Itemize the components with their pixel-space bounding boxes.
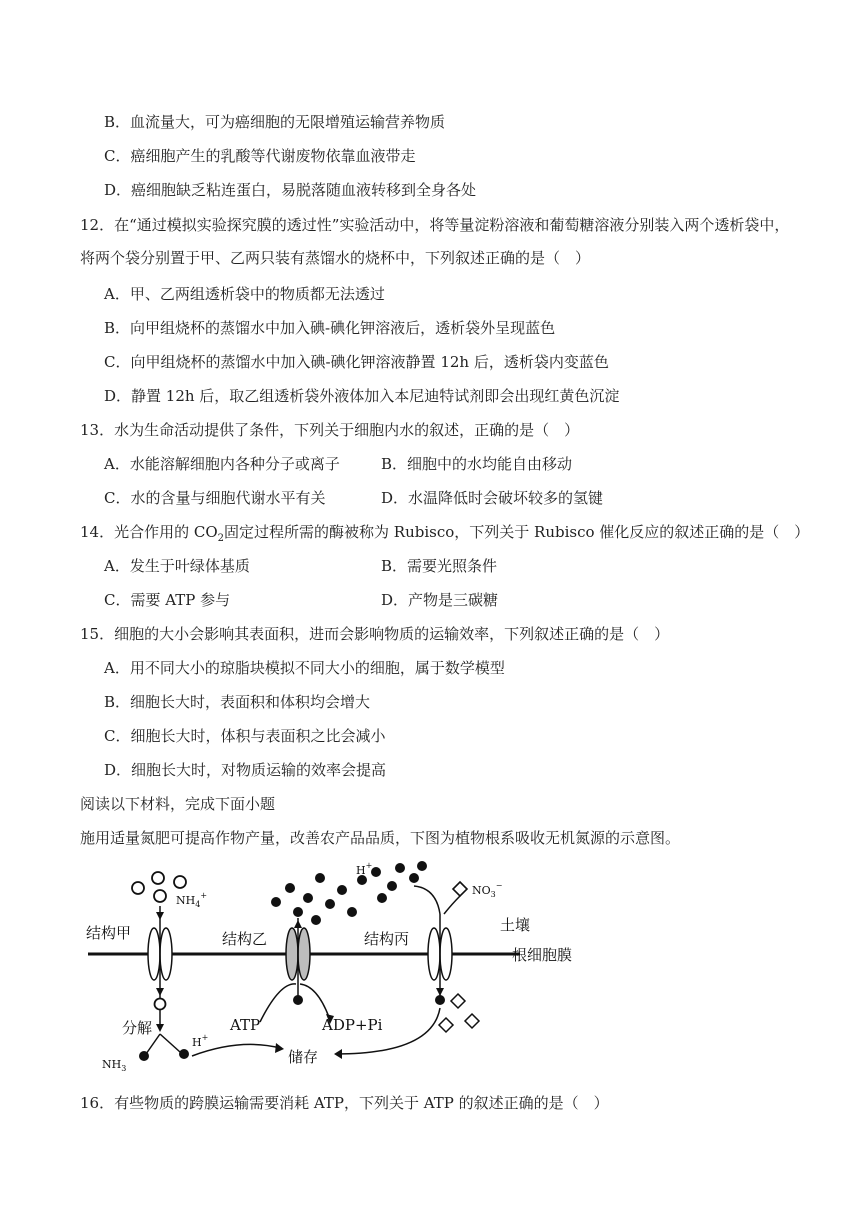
q12-option-d: D．静置 12h 后，取乙组透析袋外液体加入本尼迪特试剂即会出现红黄色沉淀 [104, 387, 620, 405]
q13-option-c: C．水的含量与细胞代谢水平有关 [104, 489, 326, 507]
q12-option-c: C．向甲组烧杯的蒸馏水中加入碘-碘化钾溶液静置 12h 后，透析袋内变蓝色 [104, 353, 609, 371]
q15-stem: 15．细胞的大小会影响其表面积，进而会影响物质的运输效率，下列叙述正确的是（ ） [80, 625, 670, 643]
q15-option-c: C．细胞长大时，体积与表面积之比会减小 [104, 727, 386, 745]
q15-option-b: B．细胞长大时，表面积和体积均会增大 [104, 693, 371, 711]
hplus-cloud [271, 861, 427, 925]
nh4-particle [132, 882, 144, 894]
no3-inside [465, 1014, 479, 1028]
hplus-inside [293, 995, 303, 1005]
nh4-particle [152, 872, 164, 884]
no3-inside [451, 994, 465, 1008]
q11-option-b: B．血流量大，可为癌细胞的无限增殖运输营养物质 [104, 113, 446, 131]
struct-a-label: 结构甲 [86, 924, 132, 942]
hplus-particle [179, 1049, 189, 1059]
q14-option-d: D．产物是三碳糖 [381, 591, 499, 609]
q16-stem: 16．有些物质的跨膜运输需要消耗 ATP，下列关于 ATP 的叙述正确的是（ ） [80, 1094, 609, 1112]
nh4-inside [155, 999, 166, 1010]
q13-stem: 13．水为生命活动提供了条件，下列关于细胞内水的叙述，正确的是（ ） [80, 421, 580, 439]
hplus-top-label: H+ [356, 861, 373, 877]
material-text: 施用适量氮肥可提高作物产量，改善农产品品质，下图为植物根系吸收无机氮源的示意图。 [80, 829, 681, 847]
nitrogen-uptake-diagram [80, 858, 600, 1080]
decompose-label: 分解 [122, 1019, 153, 1037]
q15-option-a: A．用不同大小的琼脂块模拟不同大小的细胞，属于数学模型 [104, 659, 505, 677]
struct-b-label: 结构乙 [222, 930, 268, 948]
q14-option-c: C．需要 ATP 参与 [104, 591, 231, 609]
nh4-particle [154, 890, 166, 902]
hplus-inside-c [435, 995, 445, 1005]
q12-stem-line1: 12．在“通过模拟实验探究膜的透过性”实验活动中，将等量淀粉溶液和葡萄糖溶液分别装入两个透析袋中， [80, 216, 790, 234]
no3-inside [439, 1018, 453, 1032]
storage-label: 储存 [288, 1048, 319, 1066]
q14-option-b: B．需要光照条件 [381, 557, 498, 575]
soil-label: 土壤 [500, 916, 531, 934]
nh3-particle [139, 1051, 149, 1061]
adp-label: ADP+Pi [322, 1016, 383, 1034]
atp-label: ATP [230, 1016, 261, 1034]
q14-stem: 14．光合作用的 $CO_2$固定过程所需的酶被称为 Rubisco，下列关于 Rubisco 催化反应的叙述正确的是（ ） [80, 523, 810, 544]
nh3-label: $NH_3$ [102, 1058, 127, 1073]
q11-option-d: D．癌细胞缺乏粘连蛋白，易脱落随血液转移到全身各处 [104, 181, 477, 199]
nh4-label: $NH_4^+$ [176, 891, 208, 909]
transporter-a [148, 906, 172, 1000]
q12-stem-line2: 将两个袋分别置于甲、乙两只装有蒸馏水的烧杯中，下列叙述正确的是（ ） [80, 249, 591, 267]
nh4-particle [174, 876, 186, 888]
q13-option-b: B．细胞中的水均能自由移动 [381, 455, 573, 473]
q12-option-b: B．向甲组烧杯的蒸馏水中加入碘-碘化钾溶液后，透析袋外呈现蓝色 [104, 319, 556, 337]
hplus-bottom-label: H+ [192, 1033, 209, 1049]
material-intro: 阅读以下材料，完成下面小题 [80, 795, 276, 813]
no3-particle [453, 882, 467, 896]
q15-option-d: D．细胞长大时，对物质运输的效率会提高 [104, 761, 387, 779]
no3-label: $NO_3^-$ [472, 881, 503, 899]
q11-option-c: C．癌细胞产生的乳酸等代谢废物依靠血液带走 [104, 147, 416, 165]
q13-option-d: D．水温降低时会破坏较多的氢键 [381, 489, 604, 507]
q12-option-a: A．甲、乙两组透析袋中的物质都无法透过 [104, 285, 385, 303]
membrane-label: 根细胞膜 [512, 946, 573, 964]
q14-option-a: A．发生于叶绿体基质 [104, 557, 250, 575]
struct-c-label: 结构丙 [364, 930, 410, 948]
transporter-c [428, 914, 452, 998]
q13-option-a: A．水能溶解细胞内各种分子或离子 [104, 455, 340, 473]
